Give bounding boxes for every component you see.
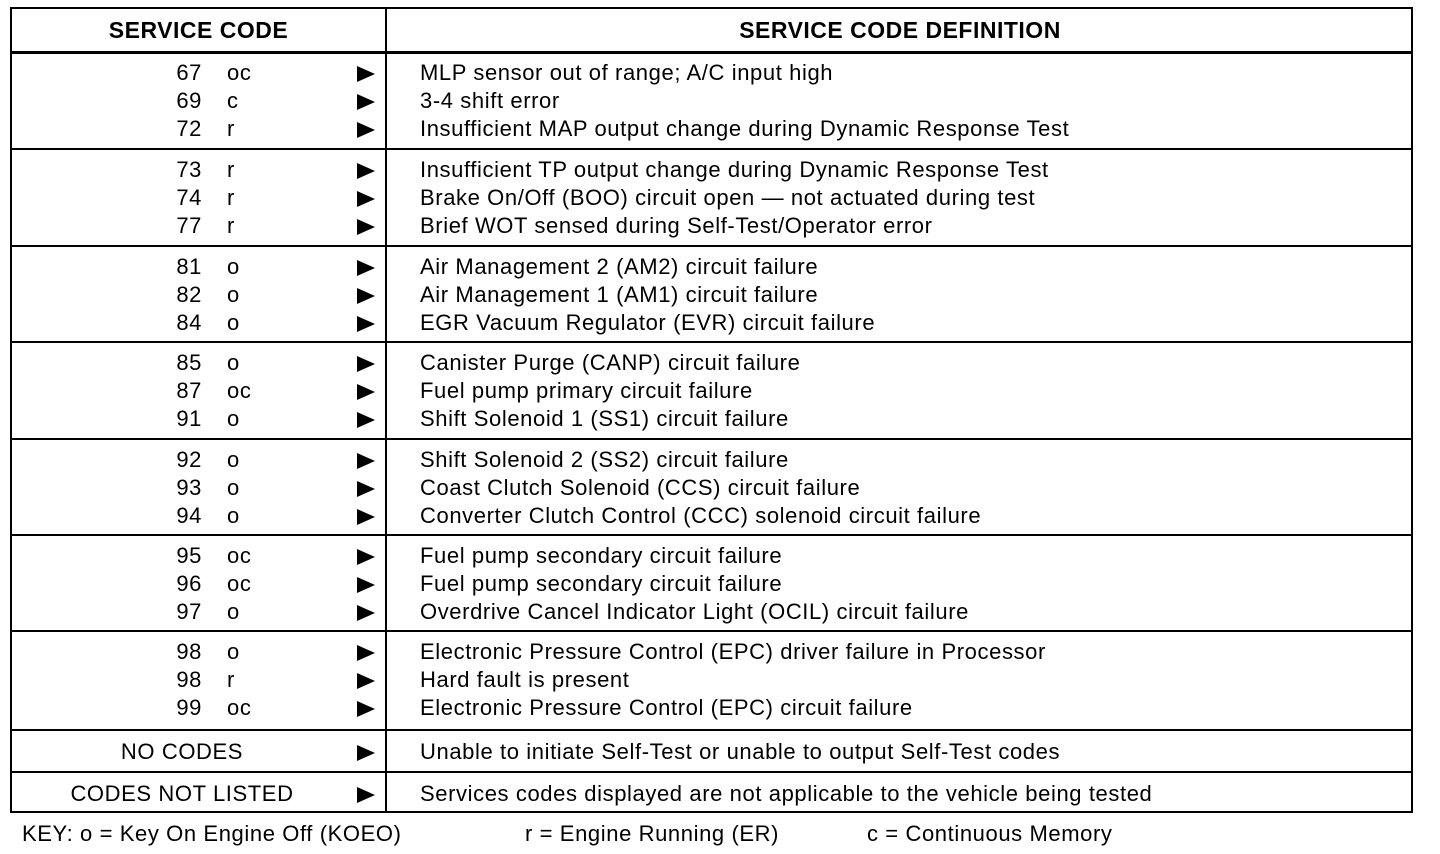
service-code-table [10,7,1413,813]
service-code-definition: Shift Solenoid 2 (SS2) circuit failure [420,447,789,472]
service-code-number: 95 [176,543,202,568]
service-code-definition: MLP sensor out of range; A/C input high [420,60,834,85]
table-row [12,638,1411,666]
service-code-number: 99 [176,695,202,720]
triangle-right-icon [357,474,377,502]
triangle-right-icon [357,184,377,212]
special-code-label: NO CODES [120,739,244,764]
service-code-type: o [227,639,240,664]
service-code-definition: Electronic Pressure Control (EPC) driver failure in Processor [420,639,1046,664]
service-code-type: o [227,503,240,528]
service-code-definition: Shift Solenoid 1 (SS1) circuit failure [420,406,789,431]
code-group [12,54,1411,148]
table-row [12,598,1411,626]
service-code-number: 98 [176,639,202,664]
service-code-number: 81 [176,254,202,279]
service-code-number: 91 [176,406,202,431]
table-row [12,59,1411,87]
service-code-definition: Canister Purge (CANP) circuit failure [420,350,801,375]
triangle-right-icon [357,349,377,377]
table-row [12,694,1411,722]
table-row [12,405,1411,433]
key-r: r = Engine Running (ER) [525,821,780,846]
service-code-definition: Fuel pump secondary circuit failure [420,543,783,568]
service-code-definition: Air Management 2 (AM2) circuit failure [420,254,819,279]
header-service-code: SERVICE CODE [108,17,289,43]
service-code-number: 92 [176,447,202,472]
key-o: KEY: o = Key On Engine Off (KOEO) [22,821,402,846]
table-row [12,666,1411,694]
service-code-type: oc [227,695,252,720]
service-code-type: r [227,667,235,692]
service-code-number: 84 [176,310,202,335]
service-code-type: r [227,157,235,182]
service-code-definition: Overdrive Cancel Indicator Light (OCIL) circuit failure [420,599,969,624]
service-code-definition: Electronic Pressure Control (EPC) circuit failure [420,695,913,720]
service-code-number: 73 [176,157,202,182]
triangle-right-icon [357,405,377,433]
table-row [12,738,1411,766]
triangle-right-icon [357,502,377,530]
triangle-right-icon [357,638,377,666]
service-code-definition: Converter Clutch Control (CCC) solenoid circuit failure [420,503,982,528]
service-code-number: 85 [176,350,202,375]
table-row [12,542,1411,570]
service-code-type: o [227,447,240,472]
table-row [12,502,1411,530]
triangle-right-icon [357,666,377,694]
service-code-number: 72 [176,116,202,141]
table-row [12,349,1411,377]
service-code-definition: Unable to initiate Self-Test or unable to output Self-Test codes [420,739,1061,764]
service-code-type: oc [227,378,252,403]
service-code-type: r [227,185,235,210]
service-code-number: 93 [176,475,202,500]
service-code-number: 82 [176,282,202,307]
key-c: c = Continuous Memory [867,821,1113,846]
header-service-code-definition: SERVICE CODE DEFINITION [739,17,1061,43]
table-row [12,474,1411,502]
triangle-right-icon [357,115,377,143]
service-code-type: o [227,599,240,624]
triangle-right-icon [357,281,377,309]
service-code-number: 96 [176,571,202,596]
table-row [12,115,1411,143]
table-row [12,377,1411,405]
service-code-definition: Coast Clutch Solenoid (CCS) circuit failure [420,475,861,500]
service-code-type: c [227,88,239,113]
service-code-number: 74 [176,185,202,210]
code-group [12,438,1411,534]
table-row [12,87,1411,115]
service-code-definition: 3-4 shift error [420,88,560,113]
table-row [12,281,1411,309]
service-code-number: 87 [176,378,202,403]
table-header [12,9,1411,54]
service-code-definition: Fuel pump primary circuit failure [420,378,753,403]
triangle-right-icon [357,253,377,281]
triangle-right-icon [357,542,377,570]
triangle-right-icon [357,694,377,722]
service-code-type: o [227,310,240,335]
triangle-right-icon [357,598,377,626]
table-row [12,156,1411,184]
table-row [12,212,1411,240]
table-row [12,570,1411,598]
service-code-number: 69 [176,88,202,113]
service-code-definition: Air Management 1 (AM1) circuit failure [420,282,819,307]
code-group [12,534,1411,630]
triangle-right-icon [357,377,377,405]
service-code-type: oc [227,543,252,568]
service-code-number: 77 [176,213,202,238]
triangle-right-icon [357,59,377,87]
service-code-type: o [227,282,240,307]
triangle-right-icon [357,156,377,184]
service-code-type: o [227,254,240,279]
code-group [12,245,1411,341]
table-row [12,253,1411,281]
service-code-number: 98 [176,667,202,692]
table-row [12,309,1411,337]
table-row [12,184,1411,212]
triangle-right-icon [357,87,377,115]
triangle-right-icon [357,780,377,808]
service-code-type: o [227,350,240,375]
table-row [12,780,1411,808]
triangle-right-icon [357,309,377,337]
service-code-type: o [227,406,240,431]
service-code-definition: Insufficient TP output change during Dynamic Response Test [420,157,1049,182]
service-code-type: r [227,116,235,141]
code-group [12,341,1411,438]
service-code-definition: Fuel pump secondary circuit failure [420,571,783,596]
code-group [12,630,1411,729]
table-row [12,446,1411,474]
service-code-type: r [227,213,235,238]
service-code-definition: Brake On/Off (BOO) circuit open — not actuated during test [420,185,1036,210]
service-code-definition: Brief WOT sensed during Self-Test/Operator error [420,213,933,238]
service-code-type: oc [227,571,252,596]
triangle-right-icon [357,212,377,240]
triangle-right-icon [357,738,377,766]
special-code-group [12,729,1411,771]
service-code-definition: Insufficient MAP output change during Dynamic Response Test [420,116,1070,141]
service-code-type: o [227,475,240,500]
service-code-number: 67 [176,60,202,85]
service-code-type: oc [227,60,252,85]
special-code-group [12,771,1411,813]
service-code-definition: EGR Vacuum Regulator (EVR) circuit failure [420,310,876,335]
special-code-label: CODES NOT LISTED [70,781,294,806]
service-code-definition: Hard fault is present [420,667,630,692]
code-group [12,148,1411,245]
triangle-right-icon [357,570,377,598]
service-code-definition: Services codes displayed are not applicable to the vehicle being tested [420,781,1153,806]
triangle-right-icon [357,446,377,474]
service-code-number: 94 [176,503,202,528]
service-code-number: 97 [176,599,202,624]
